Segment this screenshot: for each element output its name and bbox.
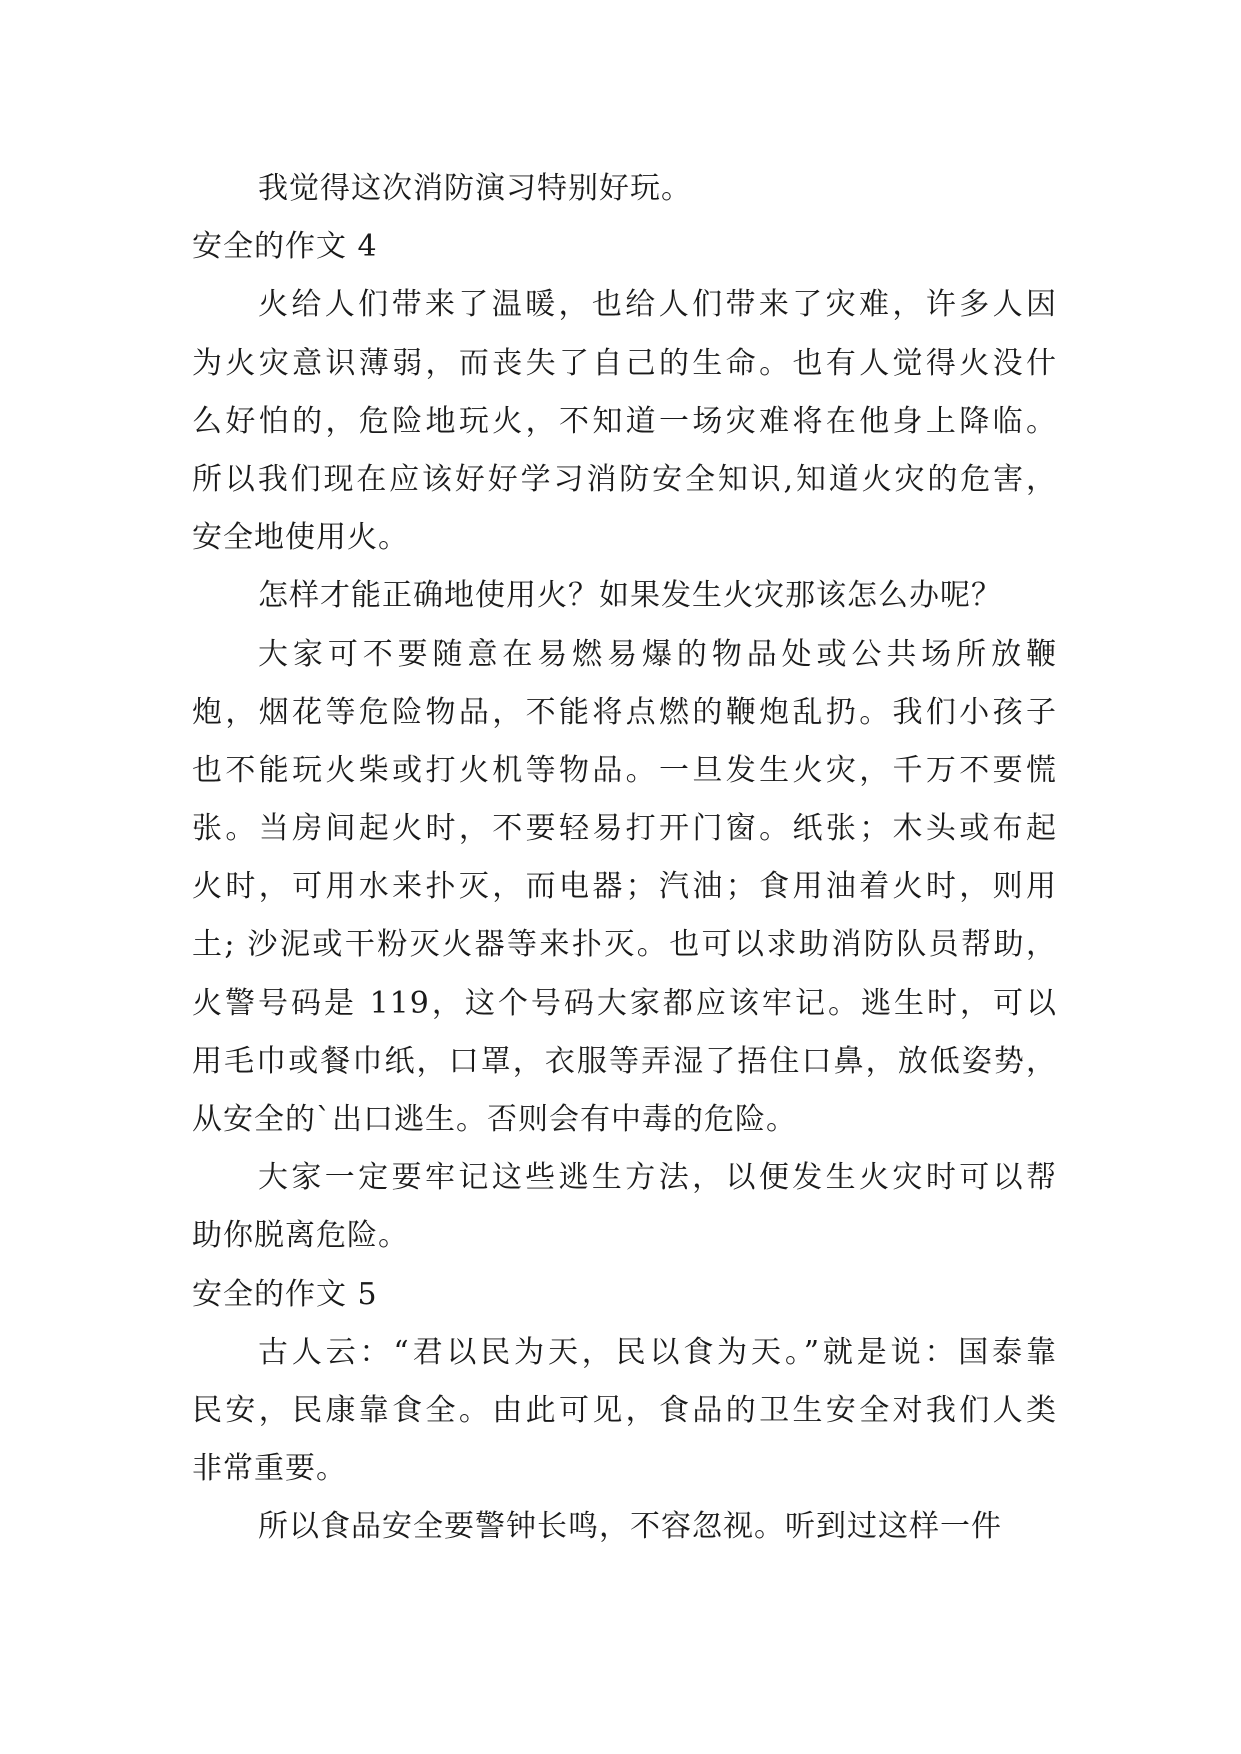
- text-line: 从安全的`出口逃生。否则会有中毒的危险。: [192, 1102, 797, 1137]
- text-line: 土; 沙泥或干粉灭火器等来扑灭。也可以求助消防队员帮助，: [192, 927, 1057, 963]
- text-line: 炮，烟花等危险物品，不能将点燃的鞭炮乱扔。我们小孩子: [192, 694, 1057, 730]
- text-line: 火给人们带来了温暖，也给人们带来了灾难，许多人因: [258, 287, 1057, 323]
- paragraph: [192, 160, 1057, 218]
- section-heading: 安全的作文 5: [192, 1276, 378, 1312]
- paragraph: [192, 567, 1057, 625]
- text-line: 张。当房间起火时，不要轻易打开门窗。纸张；木头或布起: [192, 811, 1057, 847]
- text-line: 怎样才能正确地使用火？如果发生火灾那该怎么办呢？: [258, 578, 1002, 614]
- paragraph: [192, 1149, 1057, 1265]
- text-line: 火时，可用水来扑灭，而电器；汽油；食用油着火时，则用: [192, 869, 1057, 905]
- paragraph: [192, 626, 1057, 1150]
- paragraph: [192, 1498, 1057, 1556]
- text-line: 安全地使用火。: [192, 520, 409, 556]
- text-line: 助你脱离危险。: [192, 1218, 409, 1254]
- text-line: 大家可不要随意在易燃易爆的物品处或公共场所放鞭: [258, 636, 1057, 672]
- text-line: 非常重要。: [192, 1451, 347, 1487]
- paragraph: [192, 276, 1057, 567]
- text-line: 古人云：“君以民为天，民以食为天。”就是说：国泰靠: [258, 1334, 1057, 1370]
- text-line: 为火灾意识薄弱，而丧失了自己的生命。也有人觉得火没什: [192, 345, 1057, 381]
- text-line: 民安，民康靠食全。由此可见，食品的卫生安全对我们人类: [192, 1392, 1057, 1428]
- document-body: [192, 160, 1057, 1557]
- text-line: 大家一定要牢记这些逃生方法，以便发生火灾时可以帮: [258, 1160, 1057, 1196]
- text-line: 么好怕的，危险地玩火，不知道一场灾难将在他身上降临。: [192, 403, 1057, 439]
- text-line: 所以食品安全要警钟长鸣，不容忽视。听到过这样一件: [258, 1509, 1002, 1545]
- section-heading: 安全的作文 4: [192, 229, 378, 265]
- paragraph: [192, 1324, 1057, 1499]
- text-line: 所以我们现在应该好好学习消防安全知识,知道火灾的危害，: [192, 461, 1057, 497]
- text-line: 我觉得这次消防演习特别好玩。: [258, 171, 692, 206]
- text-line: 也不能玩火柴或打火机等物品。一旦发生火灾，千万不要慌: [192, 752, 1057, 788]
- text-line: 火警号码是 119，这个号码大家都应该牢记。逃生时，可以: [192, 985, 1057, 1021]
- text-line: 用毛巾或餐巾纸，口罩，衣服等弄湿了捂住口鼻，放低姿势，: [192, 1043, 1057, 1079]
